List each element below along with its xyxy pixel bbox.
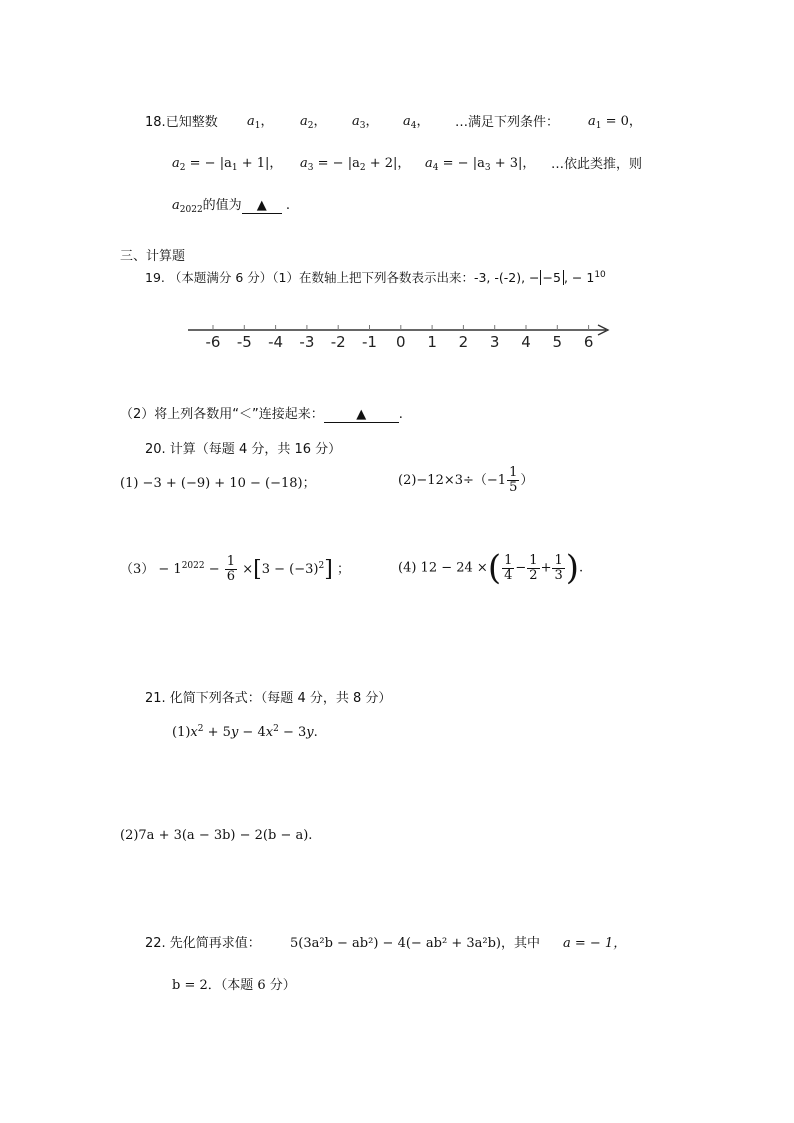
q19-part2: （2）将上列各数用“＜”连接起来： ▲ . xyxy=(120,407,403,422)
q18-expr-a4: $a_4$ = − $|a_3 + 3|$， xyxy=(425,156,536,173)
number-line-label: 2 xyxy=(458,333,469,351)
q18-number: 18. xyxy=(145,115,166,130)
q18-question: $a_{2022}$的值为 ▲ . xyxy=(172,198,290,215)
fraction: $\frac{1}{3}$ xyxy=(554,552,563,583)
q20-part3: $(3) - 1^{2022}$ − $\frac{1}{6}$ $\times[3 - (-3)^2]$ ； xyxy=(120,554,350,584)
number-line-label: 4 xyxy=(521,333,531,351)
q20-part2: (2)−12×3÷（−1 $\frac{1}{5}$ ） xyxy=(398,465,534,495)
q21-part2: (2)7a + 3(a − 3b) − 2(b − a). xyxy=(120,828,313,843)
number-line-label: -6 xyxy=(205,333,221,351)
q18-intro: 已知整数 xyxy=(165,115,218,130)
number-line-label: -3 xyxy=(299,333,315,351)
q18-a3: $a_3$， xyxy=(352,114,379,131)
number-line-label: -4 xyxy=(268,333,284,351)
number-line-label: -5 xyxy=(236,333,252,351)
q21-header: 21. 化简下列各式：（每题 4 分，共 8 分） xyxy=(145,691,392,706)
number-line-label: -2 xyxy=(330,333,346,351)
q18-line2-tail: …依此类推，则 xyxy=(551,157,643,172)
q19-header: 19. （本题满分 6 分）（1）在数轴上把下列各数表示出来：-3, -(-2), − −5 , − $1^{10}$ xyxy=(145,270,606,285)
q20-part1: (1) −3 + (−9) + 10 − (−18)； xyxy=(120,476,316,491)
q20-part4: (4) 12 − 24 ×( $\frac{1}{4}$ − $\frac{1}{2}$ + $\frac{1}{3}$ ). xyxy=(398,548,584,588)
q22-line2: b = 2．（本题 6 分） xyxy=(172,978,296,993)
q22-condition: a = − 1， xyxy=(563,936,627,951)
q18-a4: $a_4$， xyxy=(403,114,430,131)
q22-header: 22. 先化简再求值： xyxy=(145,936,261,951)
fraction: $\frac{1}{4}$ xyxy=(504,552,513,583)
fraction: $\frac{1}{2}$ xyxy=(529,552,538,583)
q18-cond1: $a_1 = 0$， xyxy=(588,114,642,131)
q19-abs-value: −5 xyxy=(540,270,564,285)
number-line-label: 3 xyxy=(489,333,500,351)
number-line-label: 6 xyxy=(583,333,594,351)
number-line-label: 0 xyxy=(396,333,406,351)
fraction: $\frac{1}{6}$ xyxy=(226,554,236,584)
number-line[interactable] xyxy=(186,318,616,354)
q18-expr-a3: $a_3$ = − $|a_2 + 2|$， xyxy=(300,156,411,173)
fraction: $\frac{1}{5}$ xyxy=(509,465,518,495)
q22-expression: 5(3a²b − ab²) − 4(− ab² + 3a²b)，其中 xyxy=(290,936,541,951)
q19-answer-blank[interactable]: ▲ xyxy=(324,408,399,423)
number-line-label: 1 xyxy=(427,333,437,351)
q18-a2: $a_2$， xyxy=(300,114,327,131)
q18-dots-cond: …满足下列条件： xyxy=(455,115,560,130)
number-line-label: 5 xyxy=(552,333,563,351)
q20-header: 20. 计算（每题 4 分，共 16 分） xyxy=(145,442,342,457)
section-title: 三、计算题 xyxy=(120,249,186,264)
q21-part1: $(1)x^2 + 5y - 4x^2 - 3y$. xyxy=(172,724,318,740)
q18-answer-blank[interactable]: ▲ xyxy=(242,199,282,214)
number-line-label: -1 xyxy=(362,333,377,351)
q18-a1: $a_1$， xyxy=(247,114,274,131)
q18-expr-a2: $a_2$ = − $|a_1 + 1|$， xyxy=(172,156,283,173)
